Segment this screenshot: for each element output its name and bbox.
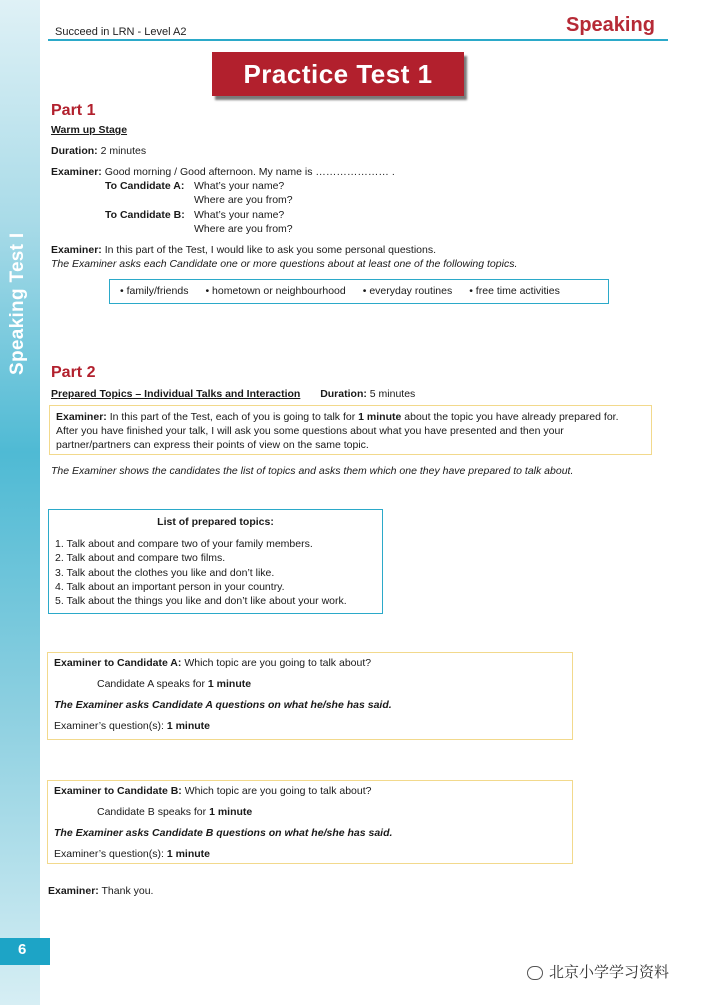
box-b-questions-bold: 1 minute xyxy=(166,848,211,860)
part2-heading: Part 2 xyxy=(51,364,96,381)
part1-examiner-intro xyxy=(51,243,436,257)
box-a-question: Which topic are you going to talk about? xyxy=(184,657,372,669)
list-item: 2. Talk about and compare two films. xyxy=(55,552,226,565)
page-number-underline xyxy=(0,962,50,965)
candidate-a-q2: Where are you from? xyxy=(194,194,293,206)
watermark xyxy=(527,963,669,983)
part2-subtitle-row xyxy=(51,387,415,401)
duration-label: Duration: xyxy=(320,388,367,400)
box-a-speaks-bold: 1 minute xyxy=(207,678,252,690)
side-stripe xyxy=(0,0,40,1005)
examiner-line3: partner/partners can express their points of view on the same topic. xyxy=(56,439,369,452)
list-item: 3. Talk about the clothes you like and don’t like. xyxy=(55,566,275,579)
box-a-questions: Examiner’s question(s): xyxy=(54,720,164,732)
examiner-label: Examiner: xyxy=(51,166,102,178)
wechat-icon xyxy=(527,966,543,980)
part1-stage: Warm up Stage xyxy=(51,124,128,136)
candidate-a-q1: What’s your name? xyxy=(194,180,285,192)
box-a-questions-bold: 1 minute xyxy=(166,720,211,732)
duration-value: 5 minutes xyxy=(369,388,416,400)
greeting-text: Good morning / Good afternoon. My name is ………………… . xyxy=(104,166,395,178)
list-item: 4. Talk about an important person in your country. xyxy=(55,580,285,593)
part1-duration xyxy=(51,144,146,158)
candidate-b-q1: What’s your name? xyxy=(194,209,285,221)
topic-item: • family/friends xyxy=(120,285,189,298)
duration-label: Duration: xyxy=(51,145,98,157)
topic-item: • hometown or neighbourhood xyxy=(205,285,346,298)
box-b-asks: The Examiner asks Candidate B questions on what he/she has said. xyxy=(54,827,393,839)
examiner-label: Examiner: xyxy=(56,411,107,423)
examiner-line2: After you have finished your talk, I will ask you some questions about what you have presented and then your xyxy=(56,425,564,438)
candidate-b-q2: Where are you from? xyxy=(194,223,293,235)
candidate-a-label: To Candidate A: xyxy=(105,180,185,192)
topic-item: • everyday routines xyxy=(362,285,453,298)
list-item: 1. Talk about and compare two of your family members. xyxy=(55,538,313,551)
section-title: Speaking xyxy=(566,14,655,36)
box-b-questions: Examiner’s question(s): xyxy=(54,848,164,860)
watermark-text: 北京小学学习资料 xyxy=(549,964,670,981)
candidate-b-label: To Candidate B: xyxy=(105,209,185,221)
examiner-label: Examiner: xyxy=(51,244,102,256)
box-b-label: Examiner to Candidate B: xyxy=(54,785,182,797)
box-a-label: Examiner to Candidate A: xyxy=(54,657,182,669)
prepared-topics-box xyxy=(48,509,383,614)
topics-box xyxy=(109,279,609,304)
part1-heading: Part 1 xyxy=(51,102,96,119)
page-number: 6 xyxy=(0,938,50,962)
book-title: Succeed in LRN - Level A2 xyxy=(55,26,187,38)
examiner-intro-text: In this part of the Test, I would like to ask you some personal questions. xyxy=(104,244,437,256)
list-item: 5. Talk about the things you like and don’t like about your work. xyxy=(55,594,347,607)
candidate-b-box xyxy=(47,780,573,864)
page-title: Practice Test 1 xyxy=(212,52,464,96)
box-b-speaks-bold: 1 minute xyxy=(209,806,253,818)
part2-instruction: The Examiner shows the candidates the list of topics and asks them which one they have prepared to talk about. xyxy=(51,465,574,477)
box-a-speaks: Candidate A speaks for xyxy=(97,678,205,690)
topic-item: • free time activities xyxy=(469,285,560,298)
examiner-text: about the topic you have already prepared for. xyxy=(404,411,619,423)
part2-subtitle: Prepared Topics – Individual Talks and Interaction xyxy=(51,388,301,400)
side-label: Speaking Test I xyxy=(7,232,28,375)
duration-value: 2 minutes xyxy=(100,145,147,157)
examiner-text: In this part of the Test, each of you is going to talk for xyxy=(109,411,356,423)
examiner-bold: 1 minute xyxy=(358,411,402,423)
examiner-label: Examiner: xyxy=(48,885,99,897)
list-title: List of prepared topics: xyxy=(157,516,274,528)
box-a-asks: The Examiner asks Candidate A questions on what he/she has said. xyxy=(54,699,392,711)
candidate-a-box xyxy=(47,652,573,740)
closing-text: Thank you. xyxy=(101,885,154,897)
part1-instruction: The Examiner asks each Candidate one or more questions about at least one of the following topics. xyxy=(51,258,518,270)
closing-line xyxy=(48,884,153,898)
part1-greeting xyxy=(51,165,395,179)
part2-examiner-box xyxy=(49,405,652,455)
box-b-speaks: Candidate B speaks for xyxy=(97,806,207,818)
box-b-question: Which topic are you going to talk about? xyxy=(184,785,372,797)
header-rule xyxy=(48,39,668,41)
